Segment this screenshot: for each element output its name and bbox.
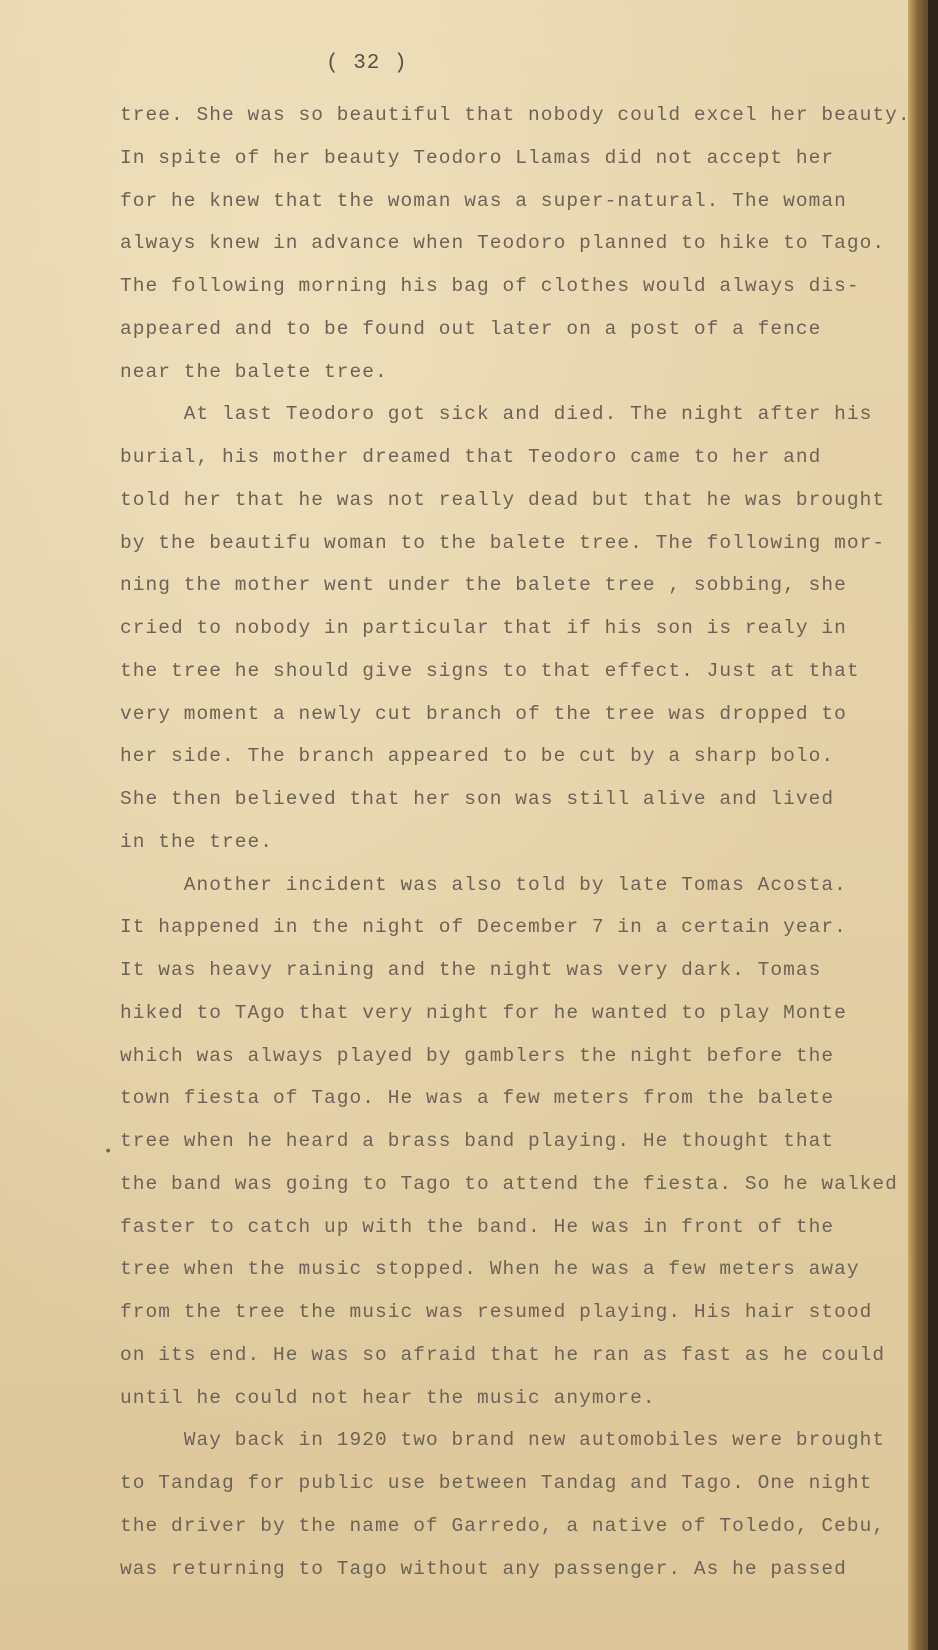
text-line: faster to catch up with the band. He was in front of the [120,1215,835,1238]
text-line: It was heavy raining and the night was very dark. Tomas [120,959,822,981]
text-line: town fiesta of Tago. He was a few meters from the balete [120,1087,835,1110]
text-line: which was always played by gamblers the night before the [120,1044,835,1067]
text-line: near the balete tree. [120,360,388,383]
text-line: In spite of her beauty Teodoro Llamas did not accept her [120,146,835,169]
text-line: from the tree the music was resumed playing. His hair stood [120,1301,873,1323]
text-line: the tree he should give signs to that effect. Just at that [120,659,860,682]
text-line: It happened in the night of December 7 in a certain year. [120,916,847,939]
text-line: At last Teodoro got sick and died. The night after his [120,403,873,426]
text-line: Another incident was also told by late Tomas Acosta. [120,873,847,896]
text-line: The following morning his bag of clothes would always dis- [120,275,860,297]
text-line: appeared and to be found out later on a post of a fence [120,317,822,340]
text-line: the driver by the name of Garredo, a native of Toledo, Cebu, [120,1514,886,1537]
text-line: burial, his mother dreamed that Teodoro came to her and [120,446,822,468]
text-line: told her that he was not really dead but that he was brought [120,488,886,511]
text-line: very moment a newly cut branch of the tree was dropped to [120,702,847,725]
page-number: ( 32 ) [326,52,408,75]
text-line: was returning to Tago without any passenger. As he passed [120,1557,847,1580]
body-text [120,94,920,1590]
text-line: ning the mother went under the balete tree , sobbing, she [120,574,847,597]
text-line: in the tree. [120,830,274,853]
text-line: for he knew that the woman was a super-natural. The woman [120,189,847,212]
text-line: She then believed that her son was still alive and lived [120,788,835,810]
text-line: until he could not hear the music anymore. [120,1386,656,1409]
text-line: tree when the music stopped. When he was a few meters away [120,1258,860,1281]
text-line: always knew in advance when Teodoro planned to hike to Tago. [120,232,886,255]
text-line: tree. She was so beautiful that nobody could excel her beauty. [120,104,911,126]
text-line: cried to nobody in particular that if his son is realy in [120,617,847,639]
text-line: tree when he heard a brass band playing. He thought that [120,1130,835,1152]
page-edge-dark [928,0,938,1650]
text-line: the band was going to Tago to attend the fiesta. So he walked [120,1172,898,1195]
text-line: hiked to TAgo that very night for he wanted to play Monte [120,1001,847,1024]
text-line: her side. The branch appeared to be cut by a sharp bolo. [120,745,835,768]
text-line: Way back in 1920 two brand new automobiles were brought [120,1429,886,1452]
text-line: to Tandag for public use between Tandag and Tago. One night [120,1472,873,1494]
margin-mark: • [104,1144,113,1160]
text-line: by the beautifu woman to the balete tree. The following mor- [120,531,886,554]
text-line: on its end. He was so afraid that he ran as fast as he could [120,1343,886,1366]
